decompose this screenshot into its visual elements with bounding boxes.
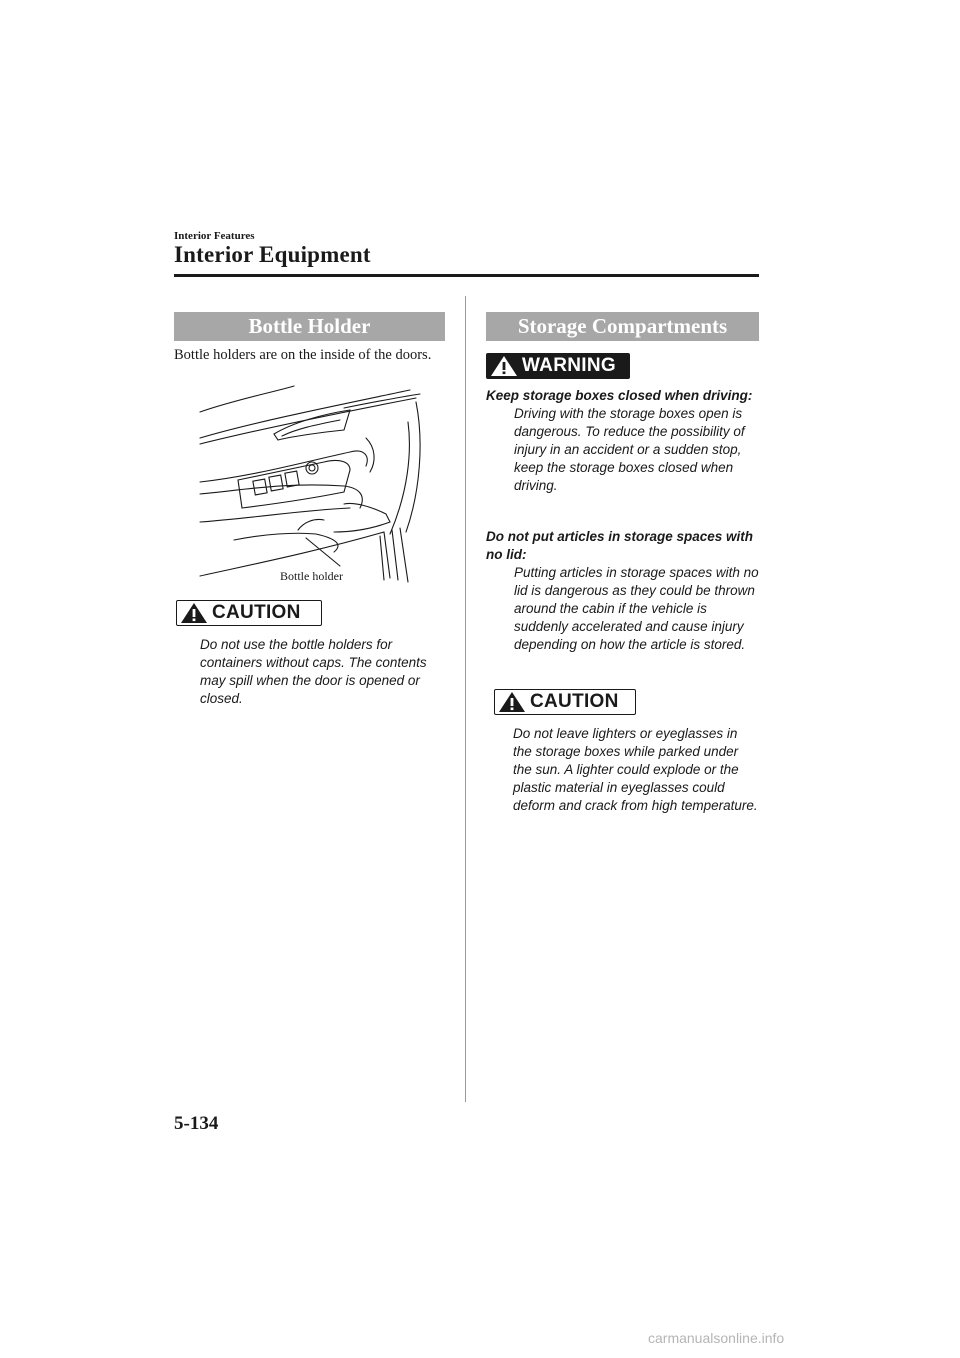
door-panel-drawing — [194, 382, 434, 584]
warning-body: Driving with the storage boxes open is dangerous. To reduce the possibility of injury in an accident or a sudden stop, keep the storage boxes closed when driving. — [514, 406, 745, 493]
caution-label: CAUTION — [530, 691, 619, 712]
door-illustration — [194, 382, 434, 584]
bottle-holder-caution-text: Do not use the bottle holders for containers without caps. The contents may spill when the door is opened or closed. — [200, 637, 427, 706]
warning-item — [486, 387, 760, 495]
warning-item — [486, 528, 760, 654]
warning-label: WARNING — [522, 355, 616, 376]
section-label: Interior Features — [174, 230, 255, 242]
warning-heading: Keep storage boxes closed when driving: — [486, 388, 753, 403]
page-title: Interior Equipment — [174, 242, 371, 267]
warning-badge — [486, 353, 630, 379]
bottle-holder-heading: Bottle Holder — [174, 312, 445, 341]
warning-body: Putting articles in storage spaces with no lid is dangerous as they could be thrown around the cabin if the vehicle is suddenly accelerated and cause injury depending on how the article is stored. — [514, 565, 759, 652]
warning-triangle-icon — [490, 355, 518, 377]
title-rule — [174, 274, 759, 277]
warning-heading: Do not put articles in storage spaces with no lid: — [486, 529, 754, 562]
bottle-holder-label: Bottle holder — [280, 569, 343, 583]
caution-triangle-icon — [498, 691, 526, 713]
storage-caution-text: Do not leave lighters or eyeglasses in the storage boxes while parked under the sun. A lighter could explode or the plastic material in eyeglasses could deform and crack from high temperature. — [513, 726, 758, 813]
watermark: carmanualsonline.info — [648, 1330, 785, 1346]
page-number: 5-134 — [174, 1113, 219, 1134]
caution-label: CAUTION — [212, 602, 301, 623]
caution-badge — [176, 600, 322, 626]
bottle-holder-intro: Bottle holders are on the inside of the doors. — [174, 347, 432, 363]
column-divider — [465, 296, 466, 1102]
caution-badge — [494, 689, 636, 715]
storage-heading: Storage Compartments — [486, 312, 759, 341]
caution-triangle-icon — [180, 602, 208, 624]
